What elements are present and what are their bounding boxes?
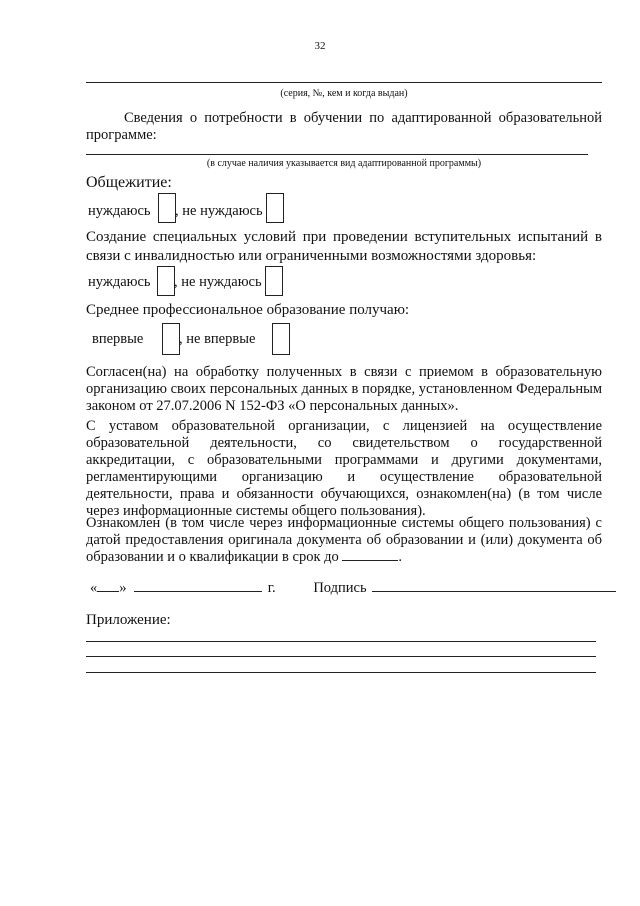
secondary-education-title: Среднее профессиональное образование получаю:	[86, 302, 410, 318]
deadline-period: .	[398, 549, 402, 565]
month-year-field[interactable]	[134, 591, 262, 592]
dormitory-title: Общежитие:	[86, 174, 172, 191]
quote-open: «	[90, 580, 98, 596]
quote-close: »	[119, 580, 127, 596]
date-signature-row	[90, 580, 616, 597]
adapted-program-text: Сведения о потребности в обучении по адаптированной образовательной программе:	[86, 110, 602, 143]
passport-input-line[interactable]	[86, 82, 602, 83]
secondary-education-not-first-checkbox[interactable]	[272, 323, 290, 355]
adapted-program-caption: (в случае наличия указывается вид адаптированной программы)	[206, 158, 482, 169]
acquainted-deadline-paragraph	[86, 515, 602, 566]
secondary-education-not-first-label: , не впервые	[179, 331, 256, 347]
special-conditions-need-label: нуждаюсь	[88, 274, 151, 290]
deadline-date-field[interactable]	[342, 560, 398, 561]
special-conditions-need-checkbox[interactable]	[157, 266, 175, 296]
dormitory-need-label: нуждаюсь	[88, 203, 151, 219]
dormitory-no-need-label: , не нуждаюсь	[175, 203, 263, 219]
special-conditions-no-need-label: , не нуждаюсь	[174, 274, 262, 290]
appendix-line-2[interactable]	[86, 656, 596, 657]
special-conditions-text: Создание специальных условий при проведении вступительных испытаний в связи с инвалидностью или ограниченными возможностями здоровья:	[86, 229, 602, 264]
signature-field[interactable]	[372, 591, 616, 592]
signature-label: Подпись	[313, 580, 367, 596]
secondary-education-first-label: впервые	[92, 331, 144, 347]
consent-personal-data-text: Согласен(на) на обработку полученных в связи с приемом в образовательную организацию своих персональных данных в порядке, установленном Федеральным законом от 27.07.2006 N 152-ФЗ «О персональных данных».	[86, 364, 602, 414]
day-field[interactable]	[97, 591, 119, 592]
acquainted-deadline-text: Ознакомлен (в том числе через информационные системы общего пользования) с датой предоставления оригинала документа об образовании и (или) документа об образовании и о квалификации в срок до	[86, 515, 602, 565]
special-conditions-no-need-checkbox[interactable]	[265, 266, 283, 296]
acquainted-charter-text: С уставом образовательной организации, с лицензией на осуществление образовательной деятельности, со свидетельством о государственной аккредитации, с образовательными программами и другими документами, регламентирующими организацию и осуществление образовательной деятельности, права и обязанности обучающихся, ознакомлен(на) (в том числе через информационные системы общего пользования).	[86, 418, 602, 519]
appendix-line-3[interactable]	[86, 672, 596, 673]
dormitory-need-checkbox[interactable]	[158, 193, 176, 223]
secondary-education-first-checkbox[interactable]	[162, 323, 180, 355]
appendix-line-1[interactable]	[86, 641, 596, 642]
appendix-label: Приложение:	[86, 612, 171, 628]
year-suffix: г.	[267, 580, 276, 596]
passport-caption: (серия, №, кем и когда выдан)	[280, 88, 408, 99]
dormitory-no-need-checkbox[interactable]	[266, 193, 284, 223]
adapted-program-input-line[interactable]	[86, 154, 588, 155]
page-number: 32	[314, 40, 326, 52]
